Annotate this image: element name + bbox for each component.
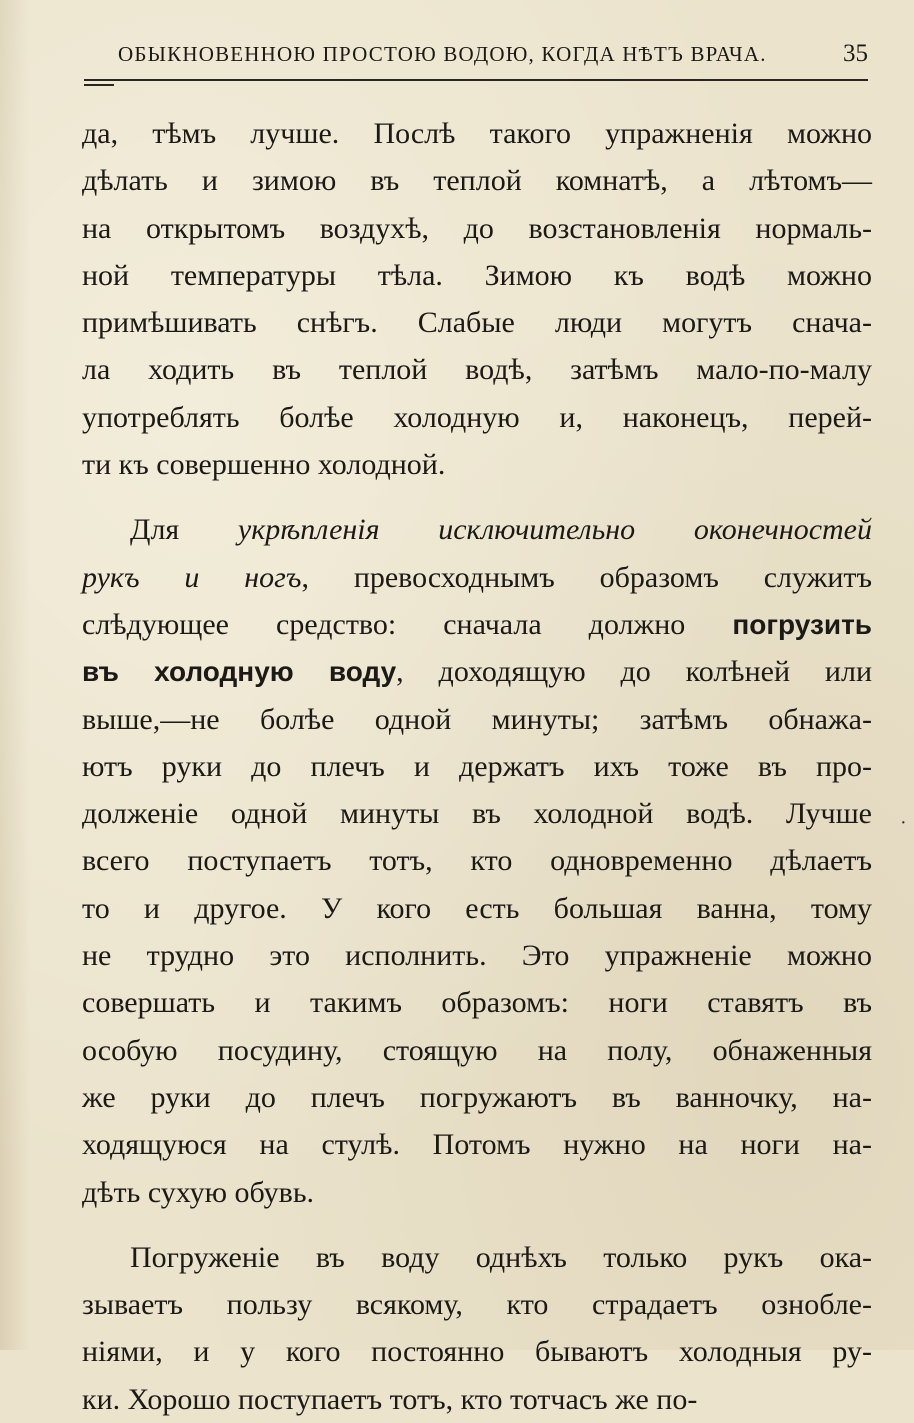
- text-run: же руки до плечъ погружаютъ въ ванночку, на-: [82, 1080, 872, 1114]
- text-line: [82, 506, 872, 553]
- paragraph: [82, 506, 872, 1215]
- text-line: [82, 394, 872, 441]
- text-run: Для: [130, 513, 238, 547]
- text-run: дѣлать и зимою въ теплой комнатѣ, а лѣтомъ—: [82, 164, 872, 198]
- text-run: , доходящую до колѣней или: [396, 655, 872, 689]
- text-line: [82, 346, 872, 393]
- text-line: [82, 1234, 872, 1281]
- body-text: [82, 110, 872, 1423]
- text-line: [82, 837, 872, 884]
- text-line: [82, 696, 872, 743]
- text-run: всего поступаетъ тотъ, кто одновременно дѣлаетъ: [82, 844, 872, 878]
- text-line: [82, 790, 872, 837]
- text-line: [82, 601, 872, 648]
- text-line: [82, 932, 872, 979]
- text-run: особую посудину, стоящую на полу, обнаженныя: [82, 1033, 872, 1067]
- text-line: [82, 648, 872, 695]
- text-line: [82, 1328, 872, 1375]
- text-line: [82, 979, 872, 1026]
- text-run: да, тѣмъ лучше. Послѣ такого упражненія можно: [82, 117, 872, 150]
- text-run: на открытомъ воздухѣ, до возстановленія нормаль-: [82, 211, 872, 245]
- text-line: [82, 1074, 872, 1121]
- text-run: , превосходнымъ образомъ служитъ: [301, 560, 872, 594]
- text-line: [82, 299, 872, 346]
- text-run: слѣдующее средство: сначала должно: [82, 607, 733, 641]
- text-run: употреблять болѣе холодную и, наконецъ, перей-: [82, 400, 872, 434]
- text-run: Погруженіе въ воду однѣхъ только рукъ ока-: [130, 1240, 872, 1274]
- text-run: не трудно это исполнить. Это упражненіе можно: [82, 939, 872, 973]
- bold-text: погрузить: [732, 608, 872, 640]
- text-run: выше,—не болѣе одной минуты; затѣмъ обнажа-: [82, 702, 872, 736]
- text-run: ной температуры тѣла. Зимою къ водѣ можно: [82, 258, 872, 292]
- text-run: зываетъ пользу всякому, кто страдаетъ ознобле-: [82, 1288, 872, 1322]
- text-run: ніями, и у кого постоянно бываютъ холодныя ру-: [82, 1335, 872, 1369]
- paragraph-gap: [82, 488, 872, 506]
- text-run: долженіе одной минуты въ холодной водѣ. Лучше: [82, 797, 872, 831]
- text-line: [82, 110, 872, 157]
- text-line: [82, 885, 872, 932]
- header-rule: [84, 79, 868, 81]
- text-run: то и другое. У кого есть большая ванна, тому: [82, 891, 872, 925]
- text-run: ходящуюся на стулѣ. Потомъ нужно на ноги на-: [82, 1128, 872, 1162]
- text-run: совершать и такимъ образомъ: ноги ставятъ въ: [82, 986, 872, 1020]
- text-line: [82, 157, 872, 204]
- bold-text: въ холодную воду: [82, 656, 397, 688]
- text-line: [82, 1376, 872, 1423]
- text-run: ютъ руки до плечъ и держатъ ихъ тоже въ про-: [82, 749, 872, 783]
- italic-text: рукъ и ногъ: [82, 560, 302, 594]
- text-line: [82, 1121, 872, 1168]
- running-header: [118, 40, 868, 74]
- paragraph: [82, 1234, 872, 1423]
- text-line: [82, 1027, 872, 1074]
- text-run: ти къ совершенно холодной.: [82, 448, 446, 482]
- text-run: примѣшивать снѣгъ. Слабые люди могутъ снача-: [82, 306, 872, 340]
- paragraph: [82, 110, 872, 488]
- text-line: [82, 554, 872, 601]
- text-run: дѣть сухую обувь.: [82, 1175, 315, 1209]
- header-rule-ornament: [84, 84, 114, 86]
- text-line: [82, 1169, 872, 1216]
- paragraph-gap: [82, 1216, 872, 1234]
- text-line: [82, 441, 872, 488]
- text-line: [82, 1281, 872, 1328]
- text-line: [82, 743, 872, 790]
- text-run: ла ходить въ теплой водѣ, затѣмъ мало-по-малу: [82, 353, 872, 387]
- margin-mark: ·: [900, 812, 907, 834]
- page-number: 35: [843, 40, 868, 67]
- text-line: [82, 205, 872, 252]
- italic-text: укрѣпленія исключительно оконечностей: [237, 513, 872, 547]
- text-run: ки. Хорошо поступаетъ тотъ, кто тотчасъ же по-: [82, 1382, 698, 1416]
- running-title: ОБЫКНОВЕННОЮ ПРОСТОЮ ВОДОЮ, КОГДА НѢТЪ ВРАЧА.: [118, 42, 767, 66]
- text-line: [82, 252, 872, 299]
